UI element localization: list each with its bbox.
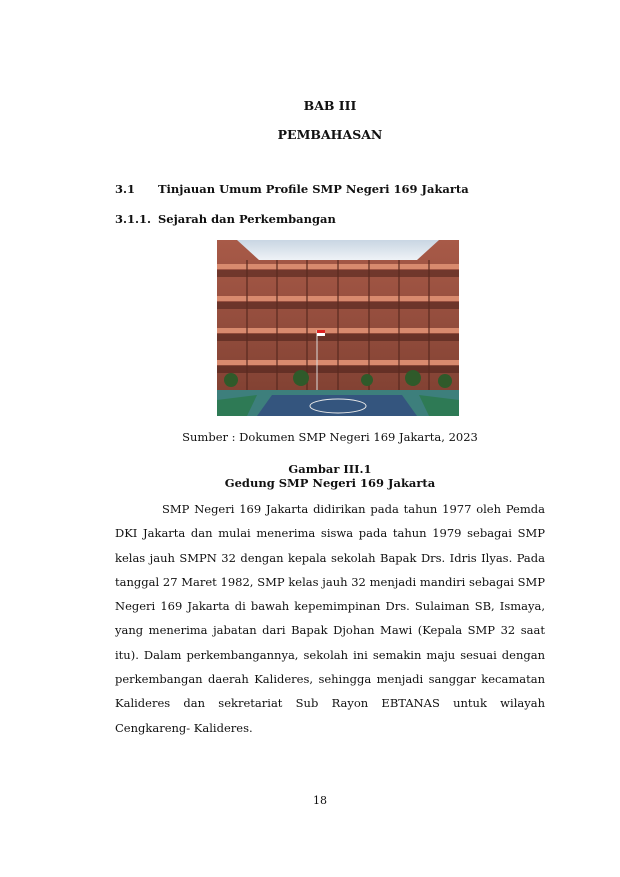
school-building-photo	[217, 240, 459, 416]
figure-caption-label: Gambar III.1	[288, 462, 372, 476]
chapter-title: PEMBAHASAN	[277, 127, 383, 142]
subsection-heading	[115, 212, 336, 226]
body-paragraph: SMP Negeri 169 Jakarta didirikan pada tahun 1977 oleh Pemda DKI Jakarta dan mulai menerima siswa pada tahun 1979 sebagai SMP kelas jauh SMPN 32 dengan kepala sekolah Bapak Drs. Idris Ilyas. Pada tanggal 27 Maret 1982, SMP kelas jauh 32 menjadi mandiri sebagai SMP Negeri 169 Jakarta di bawah kepemimpinan Drs. Sulaiman SB, Ismaya, yang menerima jabatan dari Bapak Djohan Mawi (Kepala SMP 32 saat itu). Dalam perkembangannya, sekolah ini semakin maju sesuai dengan perkembangan daerah Kalideres, sehingga menjadi sanggar kecamatan Kalideres dan sekretariat Sub Rayon EBTANAS untuk wilayah Cengkareng- Kalideres.	[115, 502, 545, 735]
subsection-number: 3.1.1.	[115, 212, 152, 226]
figure-source: Sumber : Dokumen SMP Negeri 169 Jakarta, 2023	[182, 430, 478, 444]
figure-caption-text: Gedung SMP Negeri 169 Jakarta	[224, 476, 436, 490]
section-number: 3.1	[115, 182, 136, 196]
chapter-heading: BAB III	[303, 98, 357, 113]
subsection-text: Sejarah dan Perkembangan	[158, 212, 336, 226]
section-heading	[115, 182, 469, 196]
page-number: 18	[313, 794, 327, 807]
section-text: Tinjauan Umum Profile SMP Negeri 169 Jakarta	[158, 182, 469, 196]
